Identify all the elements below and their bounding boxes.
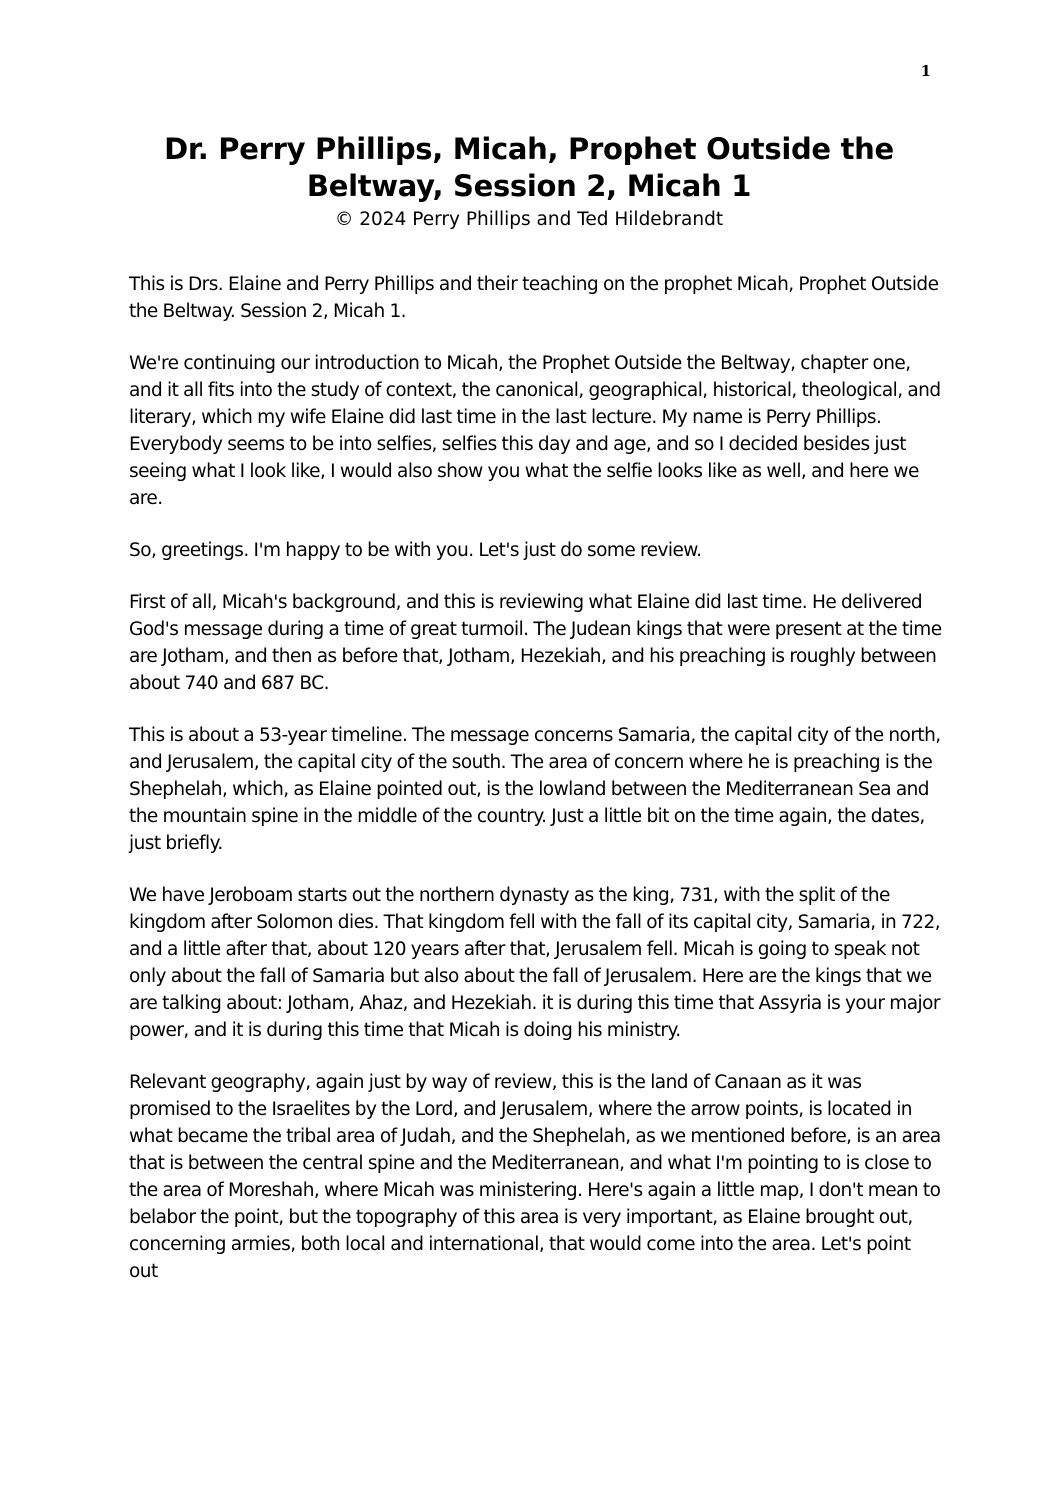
document-title: Dr. Perry Phillips, Micah, Prophet Outside the Beltway, Session 2, Micah 1 [164, 132, 894, 203]
paragraph: First of all, Micah's background, and this is reviewing what Elaine did last time. He delivered God's message during a time of great turmoil. The Judean kings that were present at the time are Jotham, and then as before that, Jotham, Hezekiah, and his preaching is roughly between about 740 and 687 BC. [129, 592, 942, 694]
paragraph: So, greetings. I'm happy to be with you. Let's just do some review. [129, 540, 702, 561]
paragraph: Relevant geography, again just by way of review, this is the land of Canaan as it was promised to the Israelites by the Lord, and Jerusalem, where the arrow points, is located in what became the tribal area of Judah, and the Shephelah, as we mentioned before, is an area that is between the central spine and the Mediterranean, and what I'm pointing to is close to the area of Moreshah, where Micah was ministering. Here's again a little map, I don't mean to belabor the point, but the topography of this area is very important, as Elaine brought out, concerning armies, both local and international, that would come into the area. Let's point out [129, 1072, 941, 1282]
document-header [0, 131, 1058, 232]
paragraph: This is Drs. Elaine and Perry Phillips and their teaching on the prophet Micah, Prophet Outside the Beltway. Session 2, Micah 1. [129, 274, 939, 322]
page-number: 1 [920, 62, 931, 80]
paragraph: This is about a 53-year timeline. The message concerns Samaria, the capital city of the north, and Jerusalem, the capital city of the south. The area of concern where he is preaching is the Shephelah, which, as Elaine pointed out, is the lowland between the Mediterranean Sea and the mountain spine in the middle of the country. Just a little bit on the time again, the dates, just briefly. [129, 725, 941, 854]
paragraph: We're continuing our introduction to Micah, the Prophet Outside the Beltway, chapter one, and it all fits into the study of context, the canonical, geographical, historical, theological, and literary, which my wife Elaine did last time in the last lecture. My name is Perry Phillips. Everybody seems to be into selfies, selfies this day and age, and so I decided besides just seeing what I look like, I would also show you what the selfie looks like as well, and here we are. [129, 353, 941, 509]
copyright-line: © 2024 Perry Phillips and Ted Hildebrandt [334, 209, 724, 230]
paragraph: We have Jeroboam starts out the northern dynasty as the king, 731, with the split of the kingdom after Solomon dies. That kingdom fell with the fall of its capital city, Samaria, in 722, and a little after that, about 120 years after that, Jerusalem fell. Micah is going to speak not only about the fall of Samaria but also about the fall of Jerusalem. Here are the kings that we are talking about: Jotham, Ahaz, and Hezekiah. it is during this time that Assyria is your major power, and it is during this time that Micah is doing his ministry. [129, 885, 941, 1041]
transcript-body [129, 271, 943, 1310]
